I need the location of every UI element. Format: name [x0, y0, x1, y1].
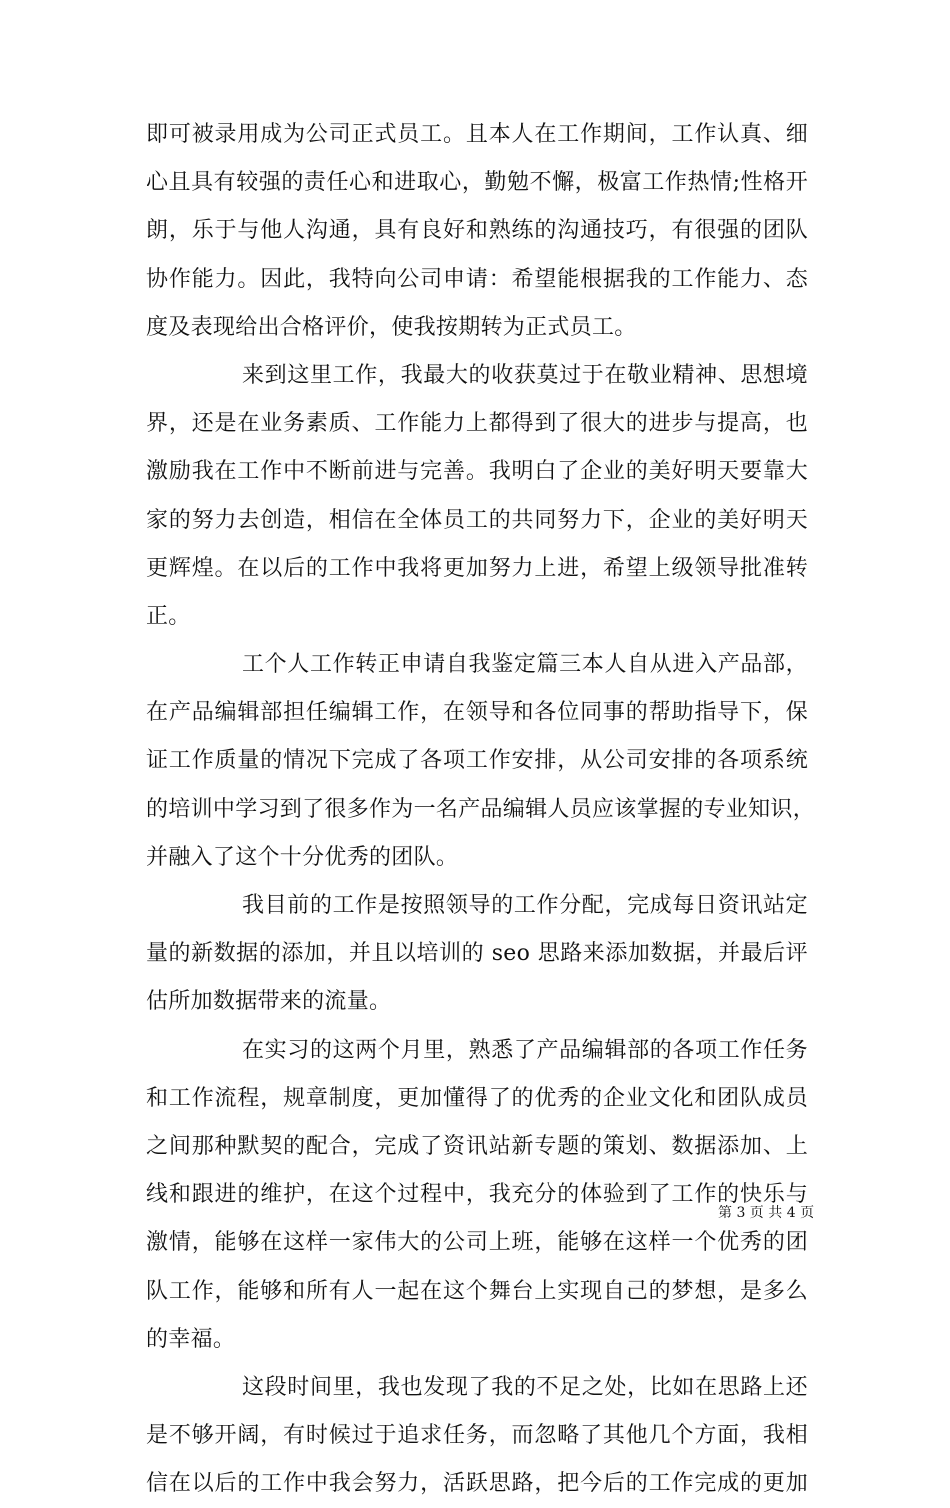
paragraph-3	[146, 641, 816, 882]
text-line: 激励我在工作中不断前进与完善。我明白了企业的美好明天要靠大	[146, 459, 808, 485]
text-line: 估所加数据带来的流量。	[146, 989, 392, 1015]
text-line: 来到这里工作，我最大的收获莫过于在敬业精神、思想境	[242, 362, 808, 388]
text-line: 信在以后的工作中我会努力，活跃思路，把今后的工作完成的更加	[146, 1471, 808, 1497]
text-line: 工个人工作转正申请自我鉴定篇三本人自从进入产品部，	[242, 652, 808, 678]
text-line: 在产品编辑部担任编辑工作，在领导和各位同事的帮助指导下，保	[146, 700, 808, 726]
text-line: 心且具有较强的责任心和进取心，勤勉不懈，极富工作热情;性格开	[146, 170, 808, 196]
text-line: 的幸福。	[146, 1326, 236, 1352]
text-line: 我目前的工作是按照领导的工作分配，完成每日资讯站定	[242, 893, 808, 918]
text-line: 并融入了这个十分优秀的团队。	[146, 844, 459, 870]
paragraph-4	[146, 882, 808, 1027]
text-line: 度及表现给出合格评价，使我按期转为正式员工。	[146, 314, 637, 340]
document-body	[146, 111, 816, 1508]
text-line: 这段时间里，我也发现了我的不足之处，比如在思路上还	[242, 1374, 808, 1400]
paragraph-5	[146, 1027, 808, 1364]
text-line: 正。	[146, 603, 191, 629]
text-line: 即可被录用成为公司正式员工。且本人在工作期间，工作认真、细	[146, 122, 808, 147]
text-line: 家的努力去创造，相信在全体员工的共同努力下，企业的美好明天	[146, 507, 808, 533]
text-line: 激情，能够在这样一家伟大的公司上班，能够在这样一个优秀的团	[146, 1230, 808, 1256]
text-line: 朗，乐于与他人沟通，具有良好和熟练的沟通技巧，有很强的团队	[146, 218, 808, 244]
text-line: 协作能力。因此，我特向公司申请：希望能根据我的工作能力、态	[146, 266, 808, 292]
text-line: 量的新数据的添加，并且以培训的 seo 思路来添加数据，并最后评	[146, 941, 808, 967]
text-line: 队工作，能够和所有人一起在这个舞台上实现自己的梦想，是多么	[146, 1278, 808, 1304]
text-line: 的培训中学习到了很多作为一名产品编辑人员应该掌握的专业知识，	[146, 796, 816, 822]
text-line: 更辉煌。在以后的工作中我将更加努力上进，希望上级领导批准转	[146, 555, 808, 581]
text-line: 之间那种默契的配合，完成了资讯站新专题的策划、数据添加、上	[146, 1133, 808, 1159]
text-line: 和工作流程，规章制度，更加懂得了的优秀的企业文化和团队成员	[146, 1085, 808, 1111]
text-line: 线和跟进的维护，在这个过程中，我充分的体验到了工作的快乐与	[146, 1182, 808, 1208]
paragraph-6	[146, 1364, 808, 1508]
paragraph-2	[146, 352, 808, 641]
text-line: 界，还是在业务素质、工作能力上都得到了很大的进步与提高，也	[146, 411, 808, 437]
paragraph-1	[146, 111, 808, 352]
page-number-footer: 第 3 页 共 4 页	[718, 1205, 815, 1221]
text-line: 证工作质量的情况下完成了各项工作安排，从公司安排的各项系统	[146, 748, 808, 774]
text-line: 在实习的这两个月里，熟悉了产品编辑部的各项工作任务	[242, 1037, 808, 1063]
text-line: 是不够开阔，有时候过于追求任务，而忽略了其他几个方面，我相	[146, 1423, 808, 1449]
